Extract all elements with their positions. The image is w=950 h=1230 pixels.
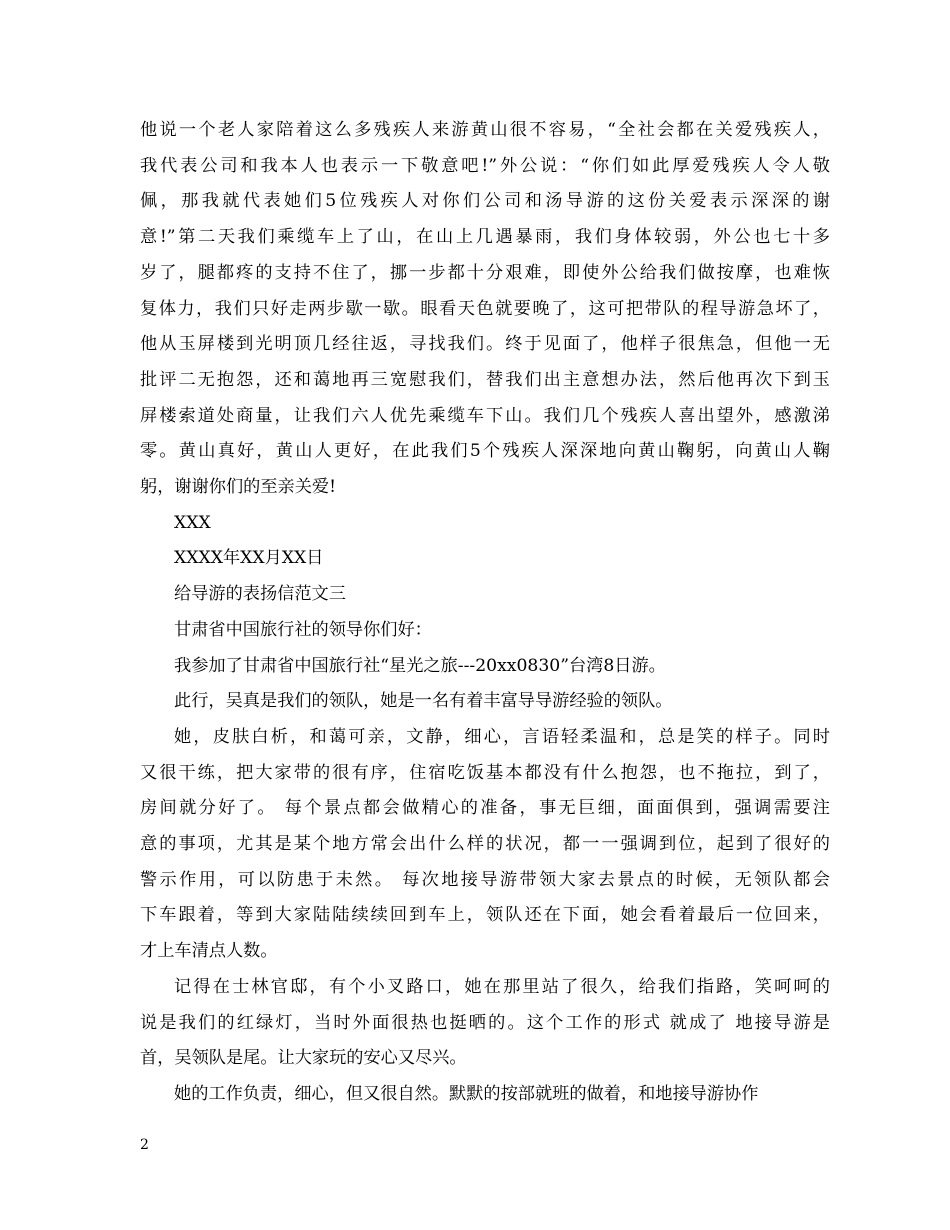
text-line: 她，皮肤白析，和蔼可亲，文静，细心，言语轻柔温和，总是笑的样子。同时 — [174, 726, 830, 747]
text-line: 又很干练，把大家带的很有序，住宿吃饭基本都没有什么抱怨，也不拖拉，到了， — [140, 762, 830, 783]
text-line: 意!”第二天我们乘缆车上了山，在山上几遇暴雨，我们身体较弱，外公也七十多 — [140, 227, 830, 248]
text-line: 记得在士林官邸，有个小叉路口，她在那里站了很久，给我们指路，笑呵呵的 — [174, 976, 830, 997]
text-line: 复体力，我们只好走两步歇一歇。眼看天色就要晚了，这可把带队的程导游急坏了， — [140, 298, 830, 319]
text-line: XXXX年XX月XX日 — [174, 548, 324, 569]
text-line: XXX — [174, 512, 211, 533]
text-line: 我参加了甘肃省中国旅行社“星光之旅---20xx0830”台湾8日游。 — [174, 655, 666, 676]
text-line: 他从玉屏楼到光明顶几经往返，寻找我们。终于见面了，他样子很焦急，但他一无 — [140, 334, 830, 355]
text-line: 批评二无抱怨，还和蔼地再三宽慰我们，替我们出主意想办法，然后他再次下到玉 — [140, 369, 830, 390]
text-line: 首，吴领队是尾。让大家玩的安心又尽兴。 — [140, 1048, 467, 1069]
text-line: 意的事项，尤其是某个地方常会出什么样的状况，都一一强调到位，起到了很好的 — [140, 834, 830, 855]
text-line: 下车跟着，等到大家陆陆续续回到车上，领队还在下面，她会看着最后一位回来， — [140, 905, 830, 926]
paragraph — [140, 720, 830, 970]
page-number: 2 — [140, 1137, 149, 1153]
text-line: 佩，那我就代表她们5位残疾人对你们公司和汤导游的这份关爱表示深深的谢 — [140, 191, 830, 212]
paragraph — [140, 970, 830, 1077]
text-line: 躬，谢谢你们的至亲关爱! — [140, 477, 336, 498]
text-line: 才上车清点人数。 — [140, 941, 278, 962]
paragraph — [140, 113, 830, 506]
paragraph — [140, 1077, 830, 1113]
text-line: 他说一个老人家陪着这么多残疾人来游黄山很不容易，“全社会都在关爱残疾人， — [140, 120, 830, 140]
document-body — [140, 113, 830, 1113]
paragraph — [140, 541, 830, 577]
text-line: 屏楼索道处商量，让我们六人优先乘缆车下山。我们几个残疾人喜出望外，感激涕 — [140, 405, 830, 426]
paragraph — [140, 506, 830, 542]
paragraph — [140, 577, 830, 613]
paragraph — [140, 684, 830, 720]
text-line: 房间就分好了。 每个景点都会做精心的准备，事无巨细，面面俱到，强调需要注 — [140, 798, 830, 819]
text-line: 甘肃省中国旅行社的领导你们好： — [174, 619, 432, 640]
paragraph — [140, 613, 830, 649]
text-line: 她的工作负责，细心，但又很自然。默默的按部就班的做着，和地接导游协作 — [174, 1083, 759, 1104]
text-line: 我代表公司和我本人也表示一下敬意吧!”外公说：“你们如此厚爱残疾人令人敬 — [140, 155, 830, 176]
text-line: 零。黄山真好，黄山人更好，在此我们5个残疾人深深地向黄山鞠躬，向黄山人鞠 — [140, 441, 830, 462]
text-line: 岁了，腿都疼的支持不住了，挪一步都十分艰难，即使外公给我们做按摩，也难恢 — [140, 262, 830, 283]
text-line: 此行，吴真是我们的领队，她是一名有着丰富导导游经验的领队。 — [174, 691, 673, 712]
text-line: 说是我们的红绿灯，当时外面很热也挺晒的。这个工作的形式 就成了 地接导游是 — [140, 1012, 830, 1033]
text-line: 给导游的表扬信范文三 — [174, 584, 346, 605]
text-line: 警示作用，可以防患于未然。 每次地接导游带领大家去景点的时候，无领队都会 — [140, 869, 830, 890]
paragraph — [140, 649, 830, 685]
